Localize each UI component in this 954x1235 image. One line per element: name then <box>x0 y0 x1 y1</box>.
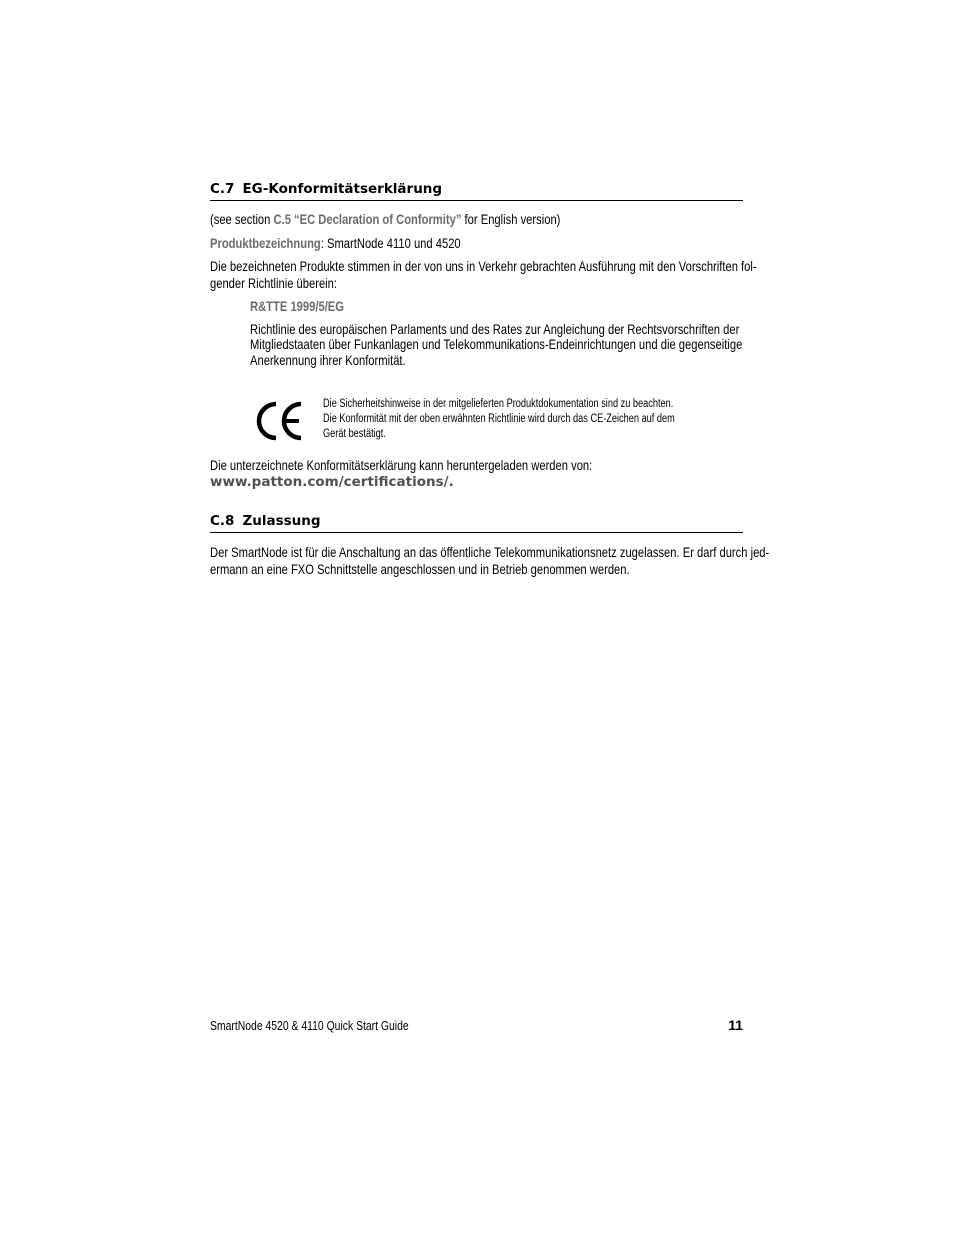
see-prefix: (see section <box>210 211 274 227</box>
see-section-link[interactable]: C.5 “EC Declaration of Conformity” <box>273 211 462 227</box>
directive-text-line-1: Richtlinie des europäischen Parlaments und des Rates zur Angleichung der Rechtsvorschriften der <box>250 321 740 337</box>
footer-guide-title: SmartNode 4520 & 4110 Quick Start Guide <box>210 1018 409 1033</box>
see-suffix: for English version) <box>461 211 561 227</box>
product-value: : SmartNode 4110 und 4520 <box>320 235 461 251</box>
certifications-link[interactable]: www.patton.com/certifications/. <box>210 474 454 490</box>
approval-paragraph-line-2: ermann an eine FXO Schnittstelle angeschlossen und in Betrieb genommen werden. <box>210 561 630 577</box>
section-number: C.8 <box>210 513 235 529</box>
directive-text-line-3: Anerkennung ihrer Konformität. <box>250 352 406 368</box>
ce-mark-icon <box>255 398 305 444</box>
approval-paragraph-line-1: Der SmartNode ist für die Anschaltung an das öffentliche Telekommunikationsnetz zugelassen. Er darf durch jed- <box>210 544 770 560</box>
ce-note-line-2: Die Konformität mit der oben erwähnten Richtlinie wird durch das CE-Zeichen auf dem <box>323 413 675 425</box>
ce-note-line-3: Gerät bestätigt. <box>323 428 386 440</box>
section-number: C.7 <box>210 181 235 197</box>
directive-text-line-2: Mitgliedstaaten über Funkanlagen und Telekommunikations-Endeinrichtungen und die gegenseitige <box>250 336 743 352</box>
section-heading-c7 <box>210 181 743 201</box>
page-number: 11 <box>728 1017 743 1033</box>
section-title: EG-Konformitätserklärung <box>242 181 443 197</box>
product-line <box>210 235 523 251</box>
product-label: Produktbezeichnung <box>210 235 321 251</box>
section-title: Zulassung <box>242 513 321 529</box>
directive-title: R&TTE 1999/5/EG <box>250 298 344 314</box>
intro-paragraph-line-1: Die bezeichneten Produkte stimmen in der von uns in Verkehr gebrachten Ausführung mit den Vorschriften fol- <box>210 258 757 274</box>
download-line: Die unterzeichnete Konformitätserklärung kann heruntergeladen werden von: <box>210 457 593 473</box>
section-heading-c8 <box>210 513 743 533</box>
ce-note-line-1: Die Sicherheitshinweise in der mitgelieferten Produktdokumentation sind zu beachten. <box>323 398 674 410</box>
see-section-line <box>210 211 648 227</box>
intro-paragraph-line-2: gender Richtlinie überein: <box>210 275 338 291</box>
